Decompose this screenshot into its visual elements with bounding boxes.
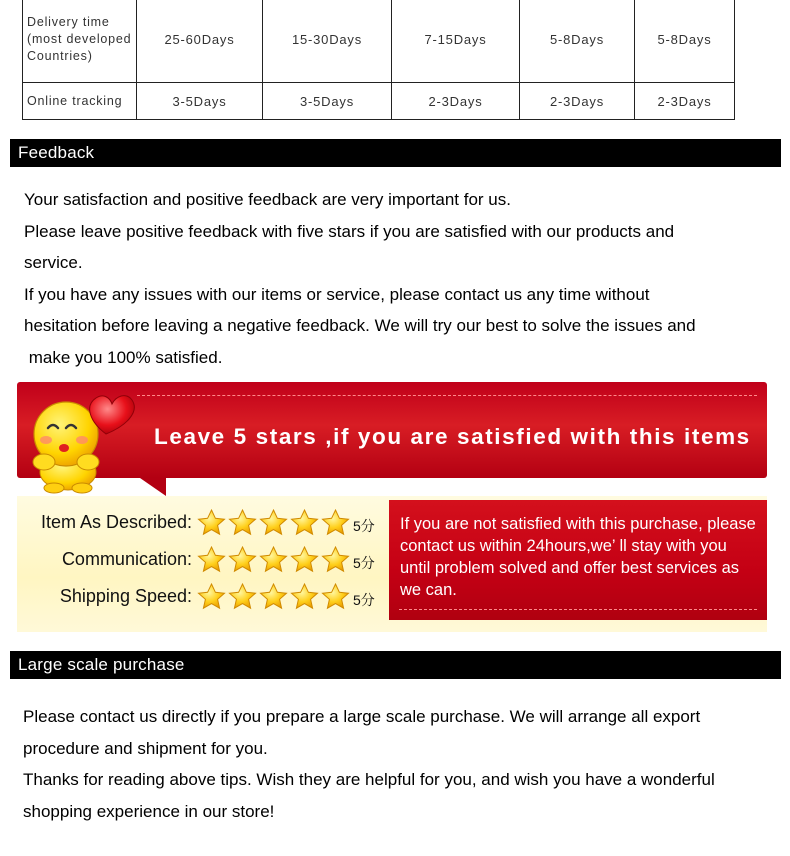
purchase-line: procedure and shipment for you.	[23, 738, 268, 758]
star-icon	[227, 508, 258, 536]
row-label: Delivery time (most developed Countries)	[23, 0, 137, 83]
smiley-heart-mascot-icon	[26, 388, 138, 496]
rating-row-shipping-speed	[19, 582, 375, 610]
table-cell: 2-3Days	[635, 83, 735, 120]
table-cell: 3-5Days	[137, 83, 263, 120]
star-rating	[196, 582, 351, 610]
rating-score: 5分	[353, 555, 375, 571]
star-icon	[258, 545, 289, 573]
rating-label: Shipping Speed:	[59, 585, 192, 606]
star-icon	[227, 545, 258, 573]
rating-row-item-as-described	[19, 508, 375, 536]
table-cell: 25-60Days	[137, 0, 263, 83]
star-icon	[320, 508, 351, 536]
table-cell: 3-5Days	[263, 83, 392, 120]
star-icon	[289, 545, 320, 573]
rating-score: 5分	[353, 592, 375, 608]
feedback-text	[24, 184, 774, 373]
feedback-header: Feedback	[10, 139, 781, 167]
divider	[137, 395, 757, 396]
star-icon	[320, 545, 351, 573]
table-row	[23, 0, 735, 83]
star-rating	[196, 508, 351, 536]
feedback-line: If you have any issues with our items or service, please contact us any time without	[24, 284, 650, 304]
purchase-line: shopping experience in our store!	[23, 801, 275, 821]
table-cell: 2-3Days	[520, 83, 635, 120]
table-cell: 7-15Days	[392, 0, 520, 83]
feedback-line: make you 100% satisfied.	[24, 347, 223, 367]
banner-tail	[140, 478, 166, 496]
star-icon	[258, 582, 289, 610]
star-rating	[196, 545, 351, 573]
table-row	[23, 83, 735, 120]
large-purchase-text	[23, 701, 773, 827]
rating-label: Item As Described:	[40, 511, 192, 532]
table-cell: 15-30Days	[263, 0, 392, 83]
large-purchase-header: Large scale purchase	[10, 651, 781, 679]
purchase-line: Please contact us directly if you prepare a large scale purchase. We will arrange all export	[23, 707, 701, 726]
banner-text: Leave 5 stars ,if you are satisfied with this items	[154, 424, 751, 449]
star-icon	[227, 582, 258, 610]
satisfaction-notice	[389, 500, 767, 620]
purchase-line: Thanks for reading above tips. Wish they are helpful for you, and wish you have a wonderful	[23, 770, 715, 789]
feedback-line: hesitation before leaving a negative feedback. We will try our best to solve the issues and	[24, 316, 696, 335]
star-icon	[196, 508, 227, 536]
star-icon	[289, 582, 320, 610]
rating-row-communication	[19, 545, 375, 573]
rating-label: Communication:	[61, 548, 192, 569]
table-cell: 5-8Days	[520, 0, 635, 83]
rating-score: 5分	[353, 518, 375, 534]
row-label: Online tracking	[23, 83, 137, 120]
star-icon	[289, 508, 320, 536]
table-cell: 5-8Days	[635, 0, 735, 83]
feedback-line: Your satisfaction and positive feedback are very important for us.	[24, 190, 511, 209]
feedback-line: service.	[24, 253, 83, 272]
feedback-line: Please leave positive feedback with five stars if you are satisfied with our products and	[24, 221, 675, 241]
shipping-table	[22, 0, 735, 120]
table-cell: 2-3Days	[392, 83, 520, 120]
star-icon	[258, 508, 289, 536]
divider	[399, 609, 757, 610]
star-icon	[320, 582, 351, 610]
notice-text: If you are not satisfied with this purchase, please contact us within 24hours,we’ ll stay with you until problem solved and offer best services as we can.	[400, 515, 756, 599]
star-icon	[196, 582, 227, 610]
star-icon	[196, 545, 227, 573]
